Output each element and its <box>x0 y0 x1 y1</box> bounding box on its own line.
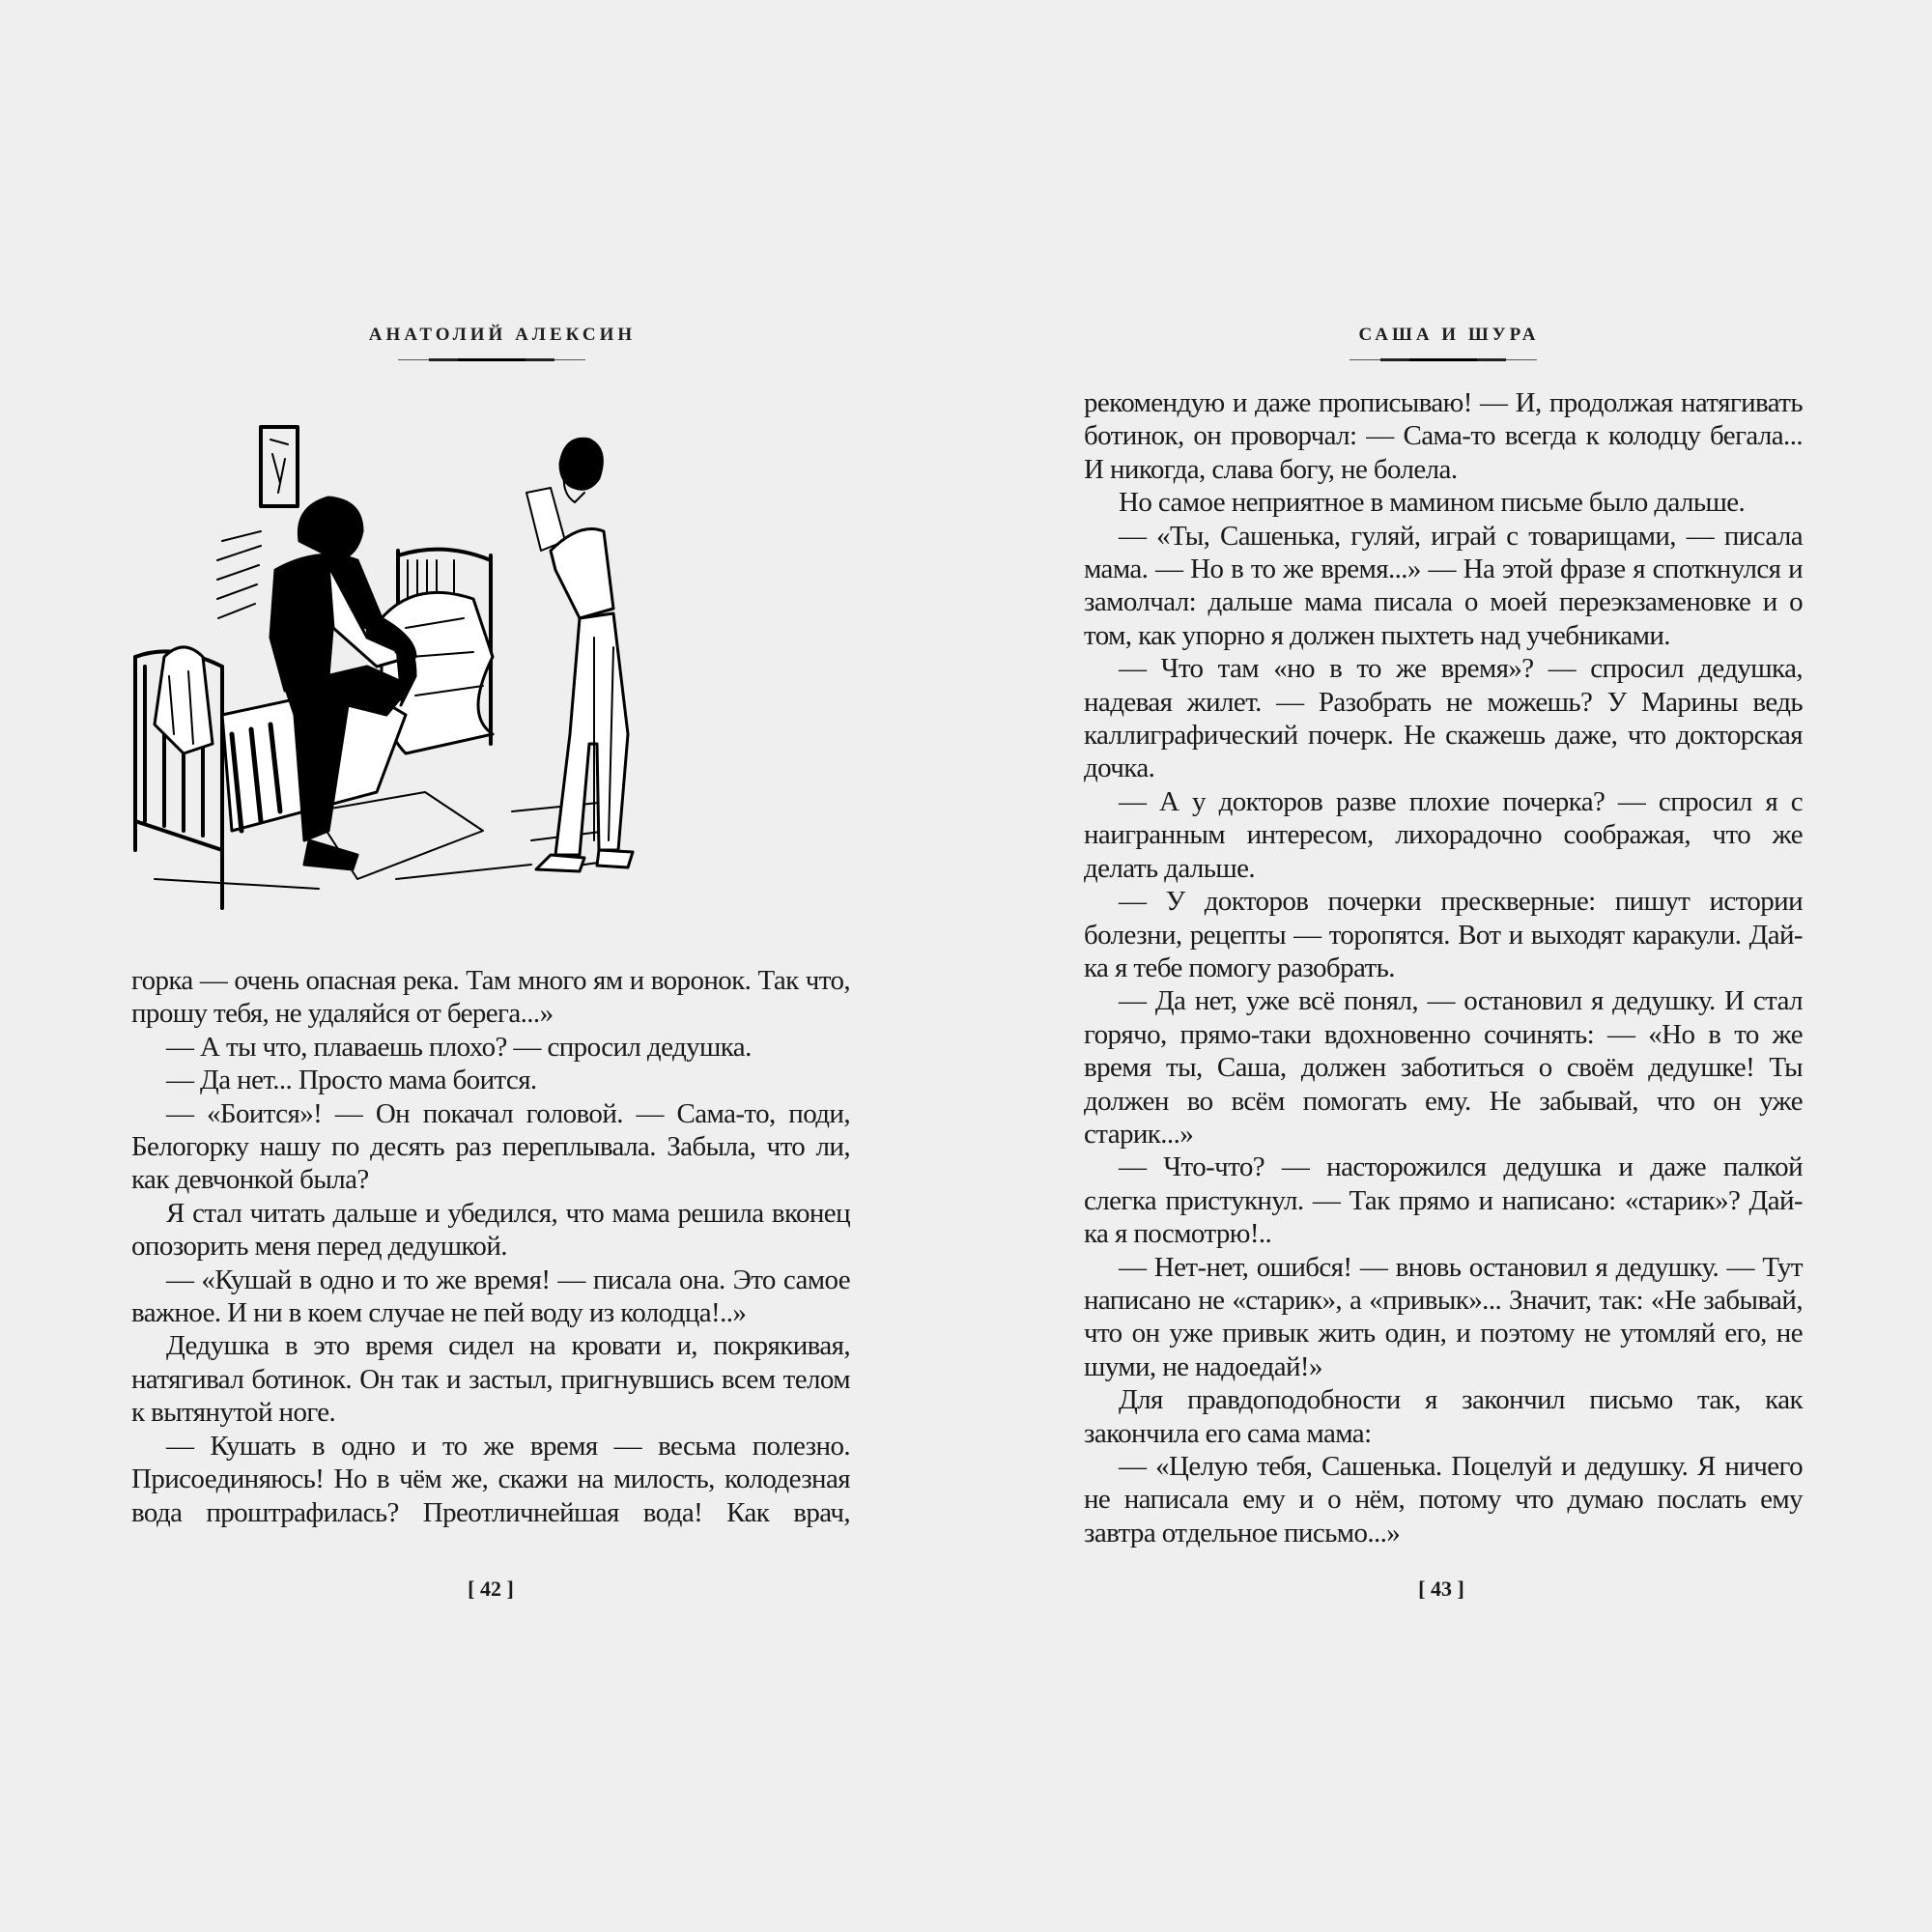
paragraph: Дедушка в это время сидел на кровати и, покрякивая, натягивал ботинок. Он так и застыл, пригнувшись всем телом к вытянутой ноге. <box>131 1330 850 1429</box>
paragraph: — «Кушай в одно и то же время! — писала она. Это самое важное. И ни в коем случае не пей воду из колодца!..» <box>131 1264 850 1329</box>
paragraph: — Нет-нет, ошибся! — вновь остановил я дедушку. — Тут написано не «старик», а «привык»... Значит, так: «Не забывай, что он уже привык жить один, и поэтому не утомляй его, не шуми, не надоедай!» <box>1084 1251 1803 1382</box>
right-page <box>966 0 1932 1932</box>
left-page-body-text <box>131 964 850 1529</box>
paragraph: Для правдоподобности я закончил письмо так, как закончила его сама мама: <box>1084 1384 1803 1449</box>
paragraph: Но самое неприятное в мамином письме было дальше. <box>1119 487 1746 519</box>
paragraph: — А у докторов разве плохие почерка? — спросил я с наигранным интересом, лихорадочно соображая, что же делать дальше. <box>1084 785 1803 884</box>
running-head-author: АНАТОЛИЙ АЛЕКСИН <box>368 325 637 345</box>
header-rule <box>1350 358 1537 361</box>
paragraph: — Что там «но в то же время»? — спросил дедушка, надевая жилет. — Разобрать не можешь? У Марины ведь каллиграфический почерк. Не скажешь даже, что докторская дочка. <box>1084 653 1803 784</box>
header-rule <box>398 358 585 361</box>
illustration-icon <box>126 425 869 927</box>
page-number: [ 43 ] <box>1418 1577 1464 1601</box>
paragraph: — А ты что, плаваешь плохо? — спросил дедушка. <box>166 1031 752 1063</box>
ink-drawing-icon <box>126 425 869 927</box>
page-number: [ 42 ] <box>468 1577 514 1601</box>
paragraph: — Кушать в одно и то же время — весьма полезно. Присоединяюсь! Но в чём же, скажи на милость, колодезная вода проштрафилась? Преотличнейшая вода! Как врач, <box>131 1430 850 1528</box>
paragraph: — Да нет, уже всё понял, — остановил я дедушку. И стал горячо, прямо-таки вдохновенно сочинять: — «Но в то же время ты, Саша, должен заботиться о своём дедушке! Ты должен во всём помогать ему. Не забывай, что он уже старик...» <box>1084 985 1803 1150</box>
paragraph: горка — очень опасная река. Там много ям и воронок. Так что, прошу тебя, не удаляйся от берега...» <box>131 965 850 1030</box>
paragraph: Я стал читать дальше и убедился, что мама решила вконец опозорить меня перед дедушкой. <box>131 1197 850 1263</box>
paragraph: — Да нет... Просто мама боится. <box>166 1065 537 1096</box>
paragraph: рекомендую и даже прописываю! — И, продолжая натягивать ботинок, он проворчал: — Сама-то всегда к колодцу бегала... И никогда, слава богу, не болела. <box>1084 387 1803 485</box>
paragraph: — «Боится»! — Он покачал головой. — Сама-то, поди, Белогорку нашу по десять раз переплывала. Забыла, что ли, как девчонкой была? <box>131 1097 850 1196</box>
paragraph: — У докторов почерки прескверные: пишут истории болезни, рецепты — торопятся. Вот и выходят каракули. Дай-ка я тебе помогу разобрать. <box>1084 886 1803 983</box>
right-page-body-text <box>1084 386 1803 1549</box>
paragraph: — «Ты, Сашенька, гуляй, играй с товарищами, — писала мама. — Но в то же время...» — На этой фразе я споткнулся и замолчал: дальше мама писала о моей переэкзаменовке и о том, как упорно я должен пыхтеть над учебниками. <box>1084 520 1803 651</box>
running-head-title: САША И ШУРА <box>1358 325 1540 345</box>
paragraph: — «Целую тебя, Сашенька. Поцелуй и дедушку. Я ничего не написала ему и о нём, потому что думаю послать ему завтра отдельное письмо...» <box>1084 1451 1803 1548</box>
paragraph: — Что-что? — насторожился дедушка и даже палкой слегка пристукнул. — Так прямо и написано: «старик»? Дай-ка я посмотрю!.. <box>1084 1151 1803 1250</box>
